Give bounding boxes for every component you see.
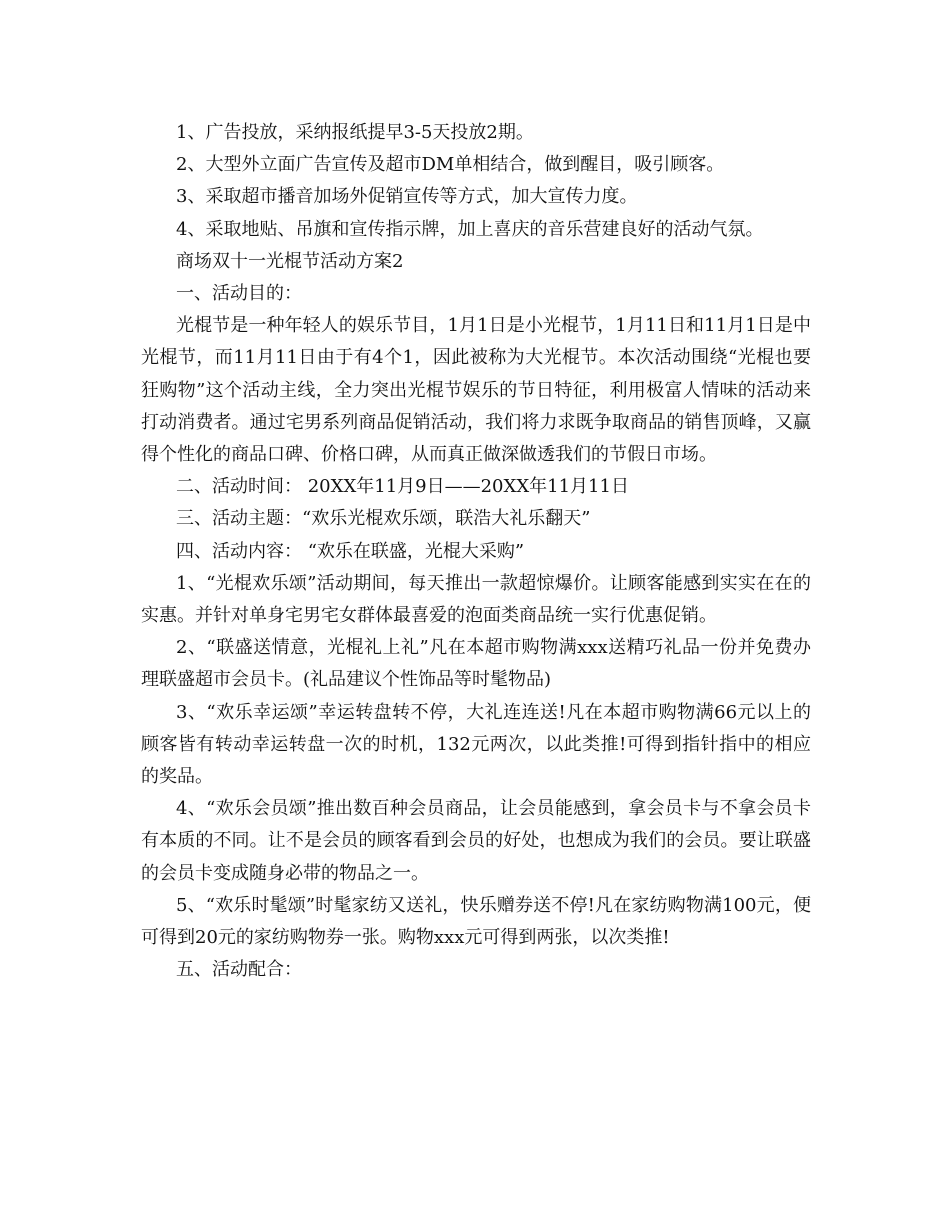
heading-cooperation: 五、活动配合： (176, 959, 302, 981)
paragraph-item-2: 2、“联盛送情意，光棍礼上礼”凡在本超市购物满xxx送精巧礼品一份并免费办理联盛超市会员卡。(礼品建议个性饰品等时髦物品) (141, 637, 811, 691)
paragraph-ad-placement: 1、广告投放，采纳报纸提早3-5天投放2期。 (176, 122, 534, 143)
paragraph-floor-stickers: 4、采取地贴、吊旗和宣传指示牌，加上喜庆的音乐营建良好的活动气氛。 (176, 218, 764, 240)
paragraph-outdoor-ads: 2、大型外立面广告宣传及超市DM单相结合，做到醒目，吸引顾客。 (176, 154, 725, 176)
paragraph-item-3: 3、“欢乐幸运颂”幸运转盘转不停，大礼连连送!凡在本超市购物满66元以上的顾客皆有转动幸运转盘一次的时机，132元两次，以此类推!可得到指针指中的相应的奖品。 (141, 701, 811, 788)
document-body (141, 117, 811, 986)
paragraph-theme: 三、活动主题：“欢乐光棍欢乐颂，联浩大礼乐翻天” (176, 508, 591, 530)
paragraph-item-5: 5、“欢乐时髦颂”时髦家纺又送礼，快乐赠券送不停!凡在家纺购物满100元，便可得到20元的家纺购物券一张。购物xxx元可得到两张，以次类推! (141, 894, 811, 949)
paragraph-item-1: 1、“光棍欢乐颂”活动期间，每天推出一款超惊爆价。让顾客能感到实实在在的实惠。并针对单身宅男宅女群体最喜爱的泡面类商品统一实行优惠促销。 (141, 572, 811, 627)
paragraph-time: 二、活动时间： 20XX年11月9日——20XX年11月11日 (176, 476, 629, 498)
paragraph-content-heading: 四、活动内容： “欢乐在联盛，光棍大采购” (176, 540, 525, 562)
paragraph-purpose: 光棍节是一种年轻人的娱乐节目，1月1日是小光棍节，1月11日和11月1日是中光棍节，而11月11日由于有4个1，因此被称为大光棍节。本次活动围绕“光棍也要狂购物”这个活动主线，全力突出光棍节娱乐的节日特征，利用极富人情味的活动来打动消费者。通过宅男系列商品促销活动，我们将力求既争取商品的销售顶峰，又赢得个性化的商品口碑、价格口碑，从而真正做深做透我们的节假日市场。 (141, 315, 811, 466)
paragraph-item-4: 4、“欢乐会员颂”推出数百种会员商品，让会员能感到，拿会员卡与不拿会员卡有本质的不同。让不是会员的顾客看到会员的好处，也想成为我们的会员。要让联盛的会员卡变成随身必带的物品之一。 (141, 798, 811, 884)
paragraph-broadcast: 3、采取超市播音加场外促销宣传等方式，加大宣传力度。 (176, 186, 638, 208)
section-title-plan-2: 商场双十一光棍节活动方案2 (176, 250, 404, 272)
heading-purpose: 一、活动目的： (176, 283, 302, 305)
